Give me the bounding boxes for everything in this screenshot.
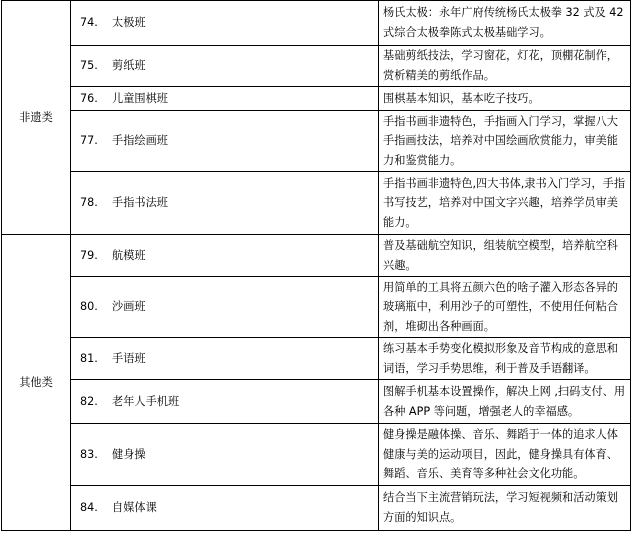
- table-row: [2, 277, 631, 338]
- course-number: 81.: [80, 351, 98, 365]
- course-name: 儿童围棋班: [112, 91, 168, 105]
- course-number: 78.: [80, 196, 98, 210]
- course-description: 基础剪纸技法，学习窗花，灯花，顶棚花制作，赏析精美的剪纸作品。: [379, 46, 631, 87]
- table-row: [2, 111, 631, 172]
- course-name-cell: [71, 380, 379, 424]
- course-number: 84.: [80, 501, 98, 515]
- table-row: [2, 1, 631, 46]
- table-row: [2, 172, 631, 235]
- course-description: 手指书画非遗特色，手指画入门学习，掌握八大手指画技法，培养对中国绘画欣赏能力，审美能力和鉴赏能力。: [379, 111, 631, 172]
- course-name: 太极班: [112, 16, 146, 30]
- course-name-cell: [71, 235, 379, 277]
- course-description: 手指书画非遗特色,四大书体,隶书入门学习，手指书写技艺，培养对中国文字兴趣，培养学员审美能力。: [379, 172, 631, 235]
- course-number: 79.: [80, 248, 98, 262]
- table-row: [2, 424, 631, 486]
- course-number: 80.: [80, 300, 98, 314]
- course-name-cell: [71, 1, 379, 46]
- course-name-cell: [71, 111, 379, 172]
- course-number: 77.: [80, 134, 98, 148]
- course-name: 航模班: [112, 248, 146, 262]
- course-number: 74.: [80, 16, 98, 30]
- course-description: 用简单的工具将五颜六色的啥子灌入形态各异的玻璃瓶中，利用沙子的可塑性，不使用任何粘合剂，堆砌出各种画面。: [379, 277, 631, 338]
- course-name: 自媒体课: [112, 501, 157, 515]
- course-name: 手指书法班: [112, 196, 168, 210]
- course-name: 沙画班: [112, 300, 146, 314]
- course-name-cell: [71, 424, 379, 486]
- course-name-cell: [71, 277, 379, 338]
- course-number: 83.: [80, 447, 98, 461]
- course-name-cell: [71, 172, 379, 235]
- table-row: [2, 486, 631, 531]
- table-row: [2, 46, 631, 87]
- table-row: [2, 87, 631, 111]
- course-name: 剪纸班: [112, 59, 146, 73]
- course-name-cell: [71, 486, 379, 531]
- course-name: 手语班: [112, 351, 146, 365]
- course-name: 手指绘画班: [112, 134, 168, 148]
- course-number: 82.: [80, 394, 98, 408]
- course-description: 杨氏太极：永年广府传统杨氏太极拳 32 式及 42 式综合太极拳陈式太极基础学习。: [379, 1, 631, 46]
- course-number: 75.: [80, 59, 98, 73]
- course-description: 健身操是融体操、音乐、舞蹈于一体的追求人体健康与美的运动项目，因此，健身操具有体育、舞蹈、音乐、美育等多种社会文化功能。: [379, 424, 631, 486]
- course-table: [1, 0, 631, 531]
- course-description: 练习基本手势变化模拟形象及音节构成的意思和词语，学习手势思维，利于普及手语翻译。: [379, 338, 631, 380]
- course-name-cell: [71, 46, 379, 87]
- course-name: 老年人手机班: [112, 394, 180, 408]
- course-number: 76.: [80, 91, 98, 105]
- course-description: 围棋基本知识，基本吃子技巧。: [379, 87, 631, 111]
- course-name: 健身操: [112, 447, 146, 461]
- table-row: [2, 380, 631, 424]
- course-description: 结合当下主流营销玩法，学习短视频和活动策划方面的知识点。: [379, 486, 631, 531]
- course-name-cell: [71, 87, 379, 111]
- course-description: 图解手机基本设置操作，解决上网 ,扫码支付、用各种 APP 等问题，增强老人的幸福感。: [379, 380, 631, 424]
- table-row: [2, 235, 631, 277]
- category-cell: 非遗类: [2, 1, 71, 235]
- table-row: [2, 338, 631, 380]
- course-name-cell: [71, 338, 379, 380]
- category-cell: 其他类: [2, 235, 71, 531]
- course-description: 普及基础航空知识，组装航空模型，培养航空科兴趣。: [379, 235, 631, 277]
